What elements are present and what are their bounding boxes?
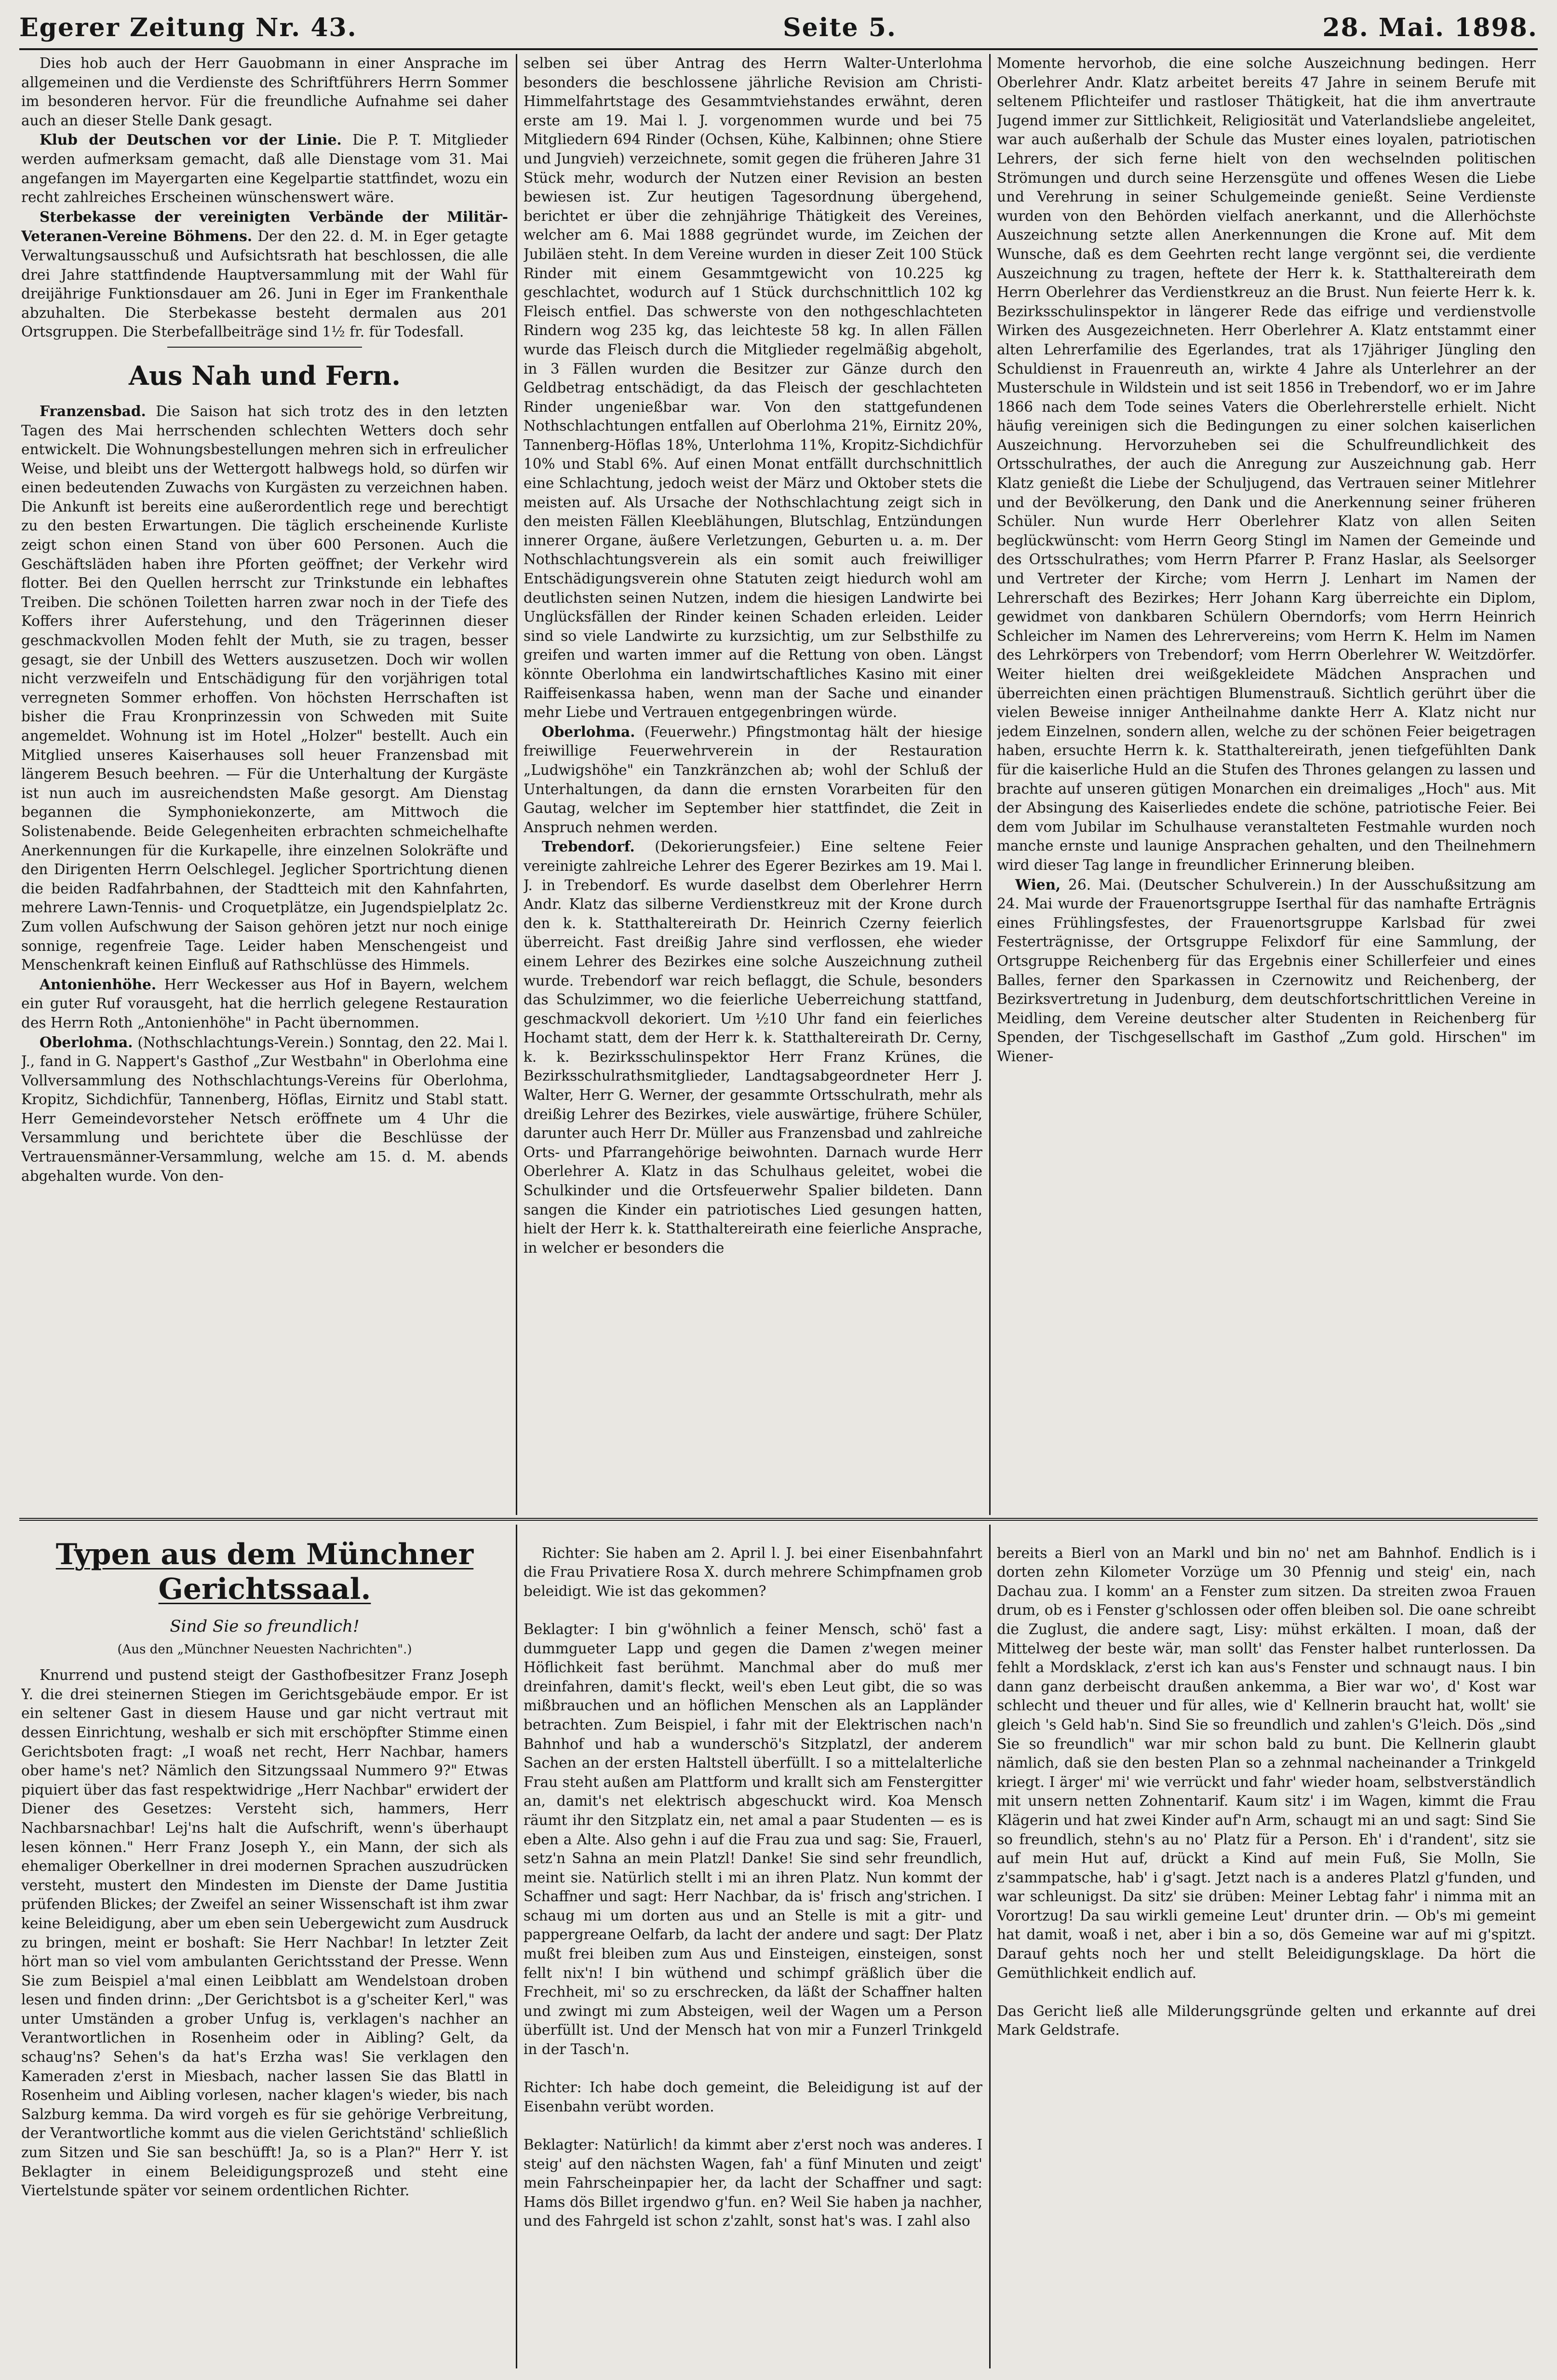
article-continuation: Momente hervorhob, die eine solche Auszeichnung bedingen. Herr Oberlehrer Andr. Klatz arbeitet bereits 47 Jahre in seinem Berufe mit seltenem Pflichteifer und rastloser Thätigkeit, hat die ihm anvertraute Jugend immer zur Sittlichkeit, Religiosität und Vaterlandsliebe angeleitet, war auch außerhalb der Schule das Muster eines loyalen, patriotischen Lehrers, der sich ferne hielt von den wechselnden politischen Strömungen und durch seine Herzensgüte und offenes Wesen die Liebe und Verehrung in seiner Schulgemeinde genießt. Seine Verdienste wurden von den Behörden vielfach anerkannt, und die Allerhöchste Auszeichnung setzte allen Anerkennungen die Krone auf. Mit dem Wunsche, daß es dem Geehrten recht lange vergönnt sei, die verdiente Auszeichnung zu tragen, heftete der Herr k. k. Statthaltereirath dem Herrn Oberlehrer das Verdienstkreuz an die Brust. Nun feierte Herr k. k. Bezirksschulinspektor in längerer Rede das eifrige und verdienstvolle Wirken des Ausgezeichneten. Herr Oberlehrer A. Klatz entstammt einer alten Lehrerfamilie des Egerlandes, trat als 17jähriger Jüngling den Schuldienst in Frauenreuth an, wirkte 4 Jahre als Unterlehrer an der Musterschule in Wildstein und ist seit 1856 in Trebendorf, wo er im Jahre 1866 nach dem Tode seines Vaters die Oberlehrerstelle erhielt. Nicht häufig vereinigen sich die Bedingungen zu einer solchen kaiserlichen Auszeichnung. Hervorzuheben sei die Schulfreundlichkeit des Ortsschulrathes, der auch die Anregung zur Auszeichnung gab. Herr Klatz genießt die Liebe der Schuljugend, das Vertrauen seiner Mitlehrer und der Bevölkerung, den Dank und die Anerkennung seiner früheren Schüler. Nun wurde Herr Oberlehrer Klatz von allen Seiten beglückwünscht: vom Herrn Georg Stingl im Namen der Gemeinde und des Ortsschulrathes; vom Herrn Pfarrer P. Franz Haslar, als Seelsorger und Vertreter der Kirche; vom Herrn J. Lenhart im Namen der Lehrerschaft des Bezirkes; Herr Johann Karg überreichte ein Diplom, gewidmet von dankbaren Schülern Oberndorfs; vom Herrn Heinrich Schleicher im Namen des Lehrervereins; vom Herrn K. Helm im Namen des Lehrkörpers von Trebendorf; vom Herrn Oberlehrer W. Weitzdörfer. Weiter hielten drei weißgekleidete Mädchen Ansprachen und überreichten einen prächtigen Blumenstrauß. Sichtlich gerührt über die vielen Beweise inniger Antheilnahme dankte Herr A. Klatz nicht nur jedem Einzelnen, sondern allen, welche zu der schönen Feier beigetragen haben, ersuchte Herrn k. k. Statthaltereirath, jenen tiefgefühlten Dank für die kaiserliche Huld an die Stufen des Thrones gelangen zu lassen und brachte auf unseren gütigen Monarchen ein dreimaliges „Hoch" aus. Mit der Absingung des Kaiserliedes endete die schöne, patriotische Feier. Bei dem vom Jubilar im Schulhause veranstalteten Festmahle wurden noch manche ernste und launige Ansprachen gehalten, und den Theilnehmern wird dieser Tag lange in freundlicher Erinnerung bleiben. (997, 55, 1536, 873)
article-klub: Klub der Deutschen vor der Linie. Die P. T. Mitglieder werden aufmerksam gemacht, daß alle Dienstage vom 31. Mai angefangen im Mayergarten eine Kegelpartie stattfindet, wozu ein recht zahlreiches Erscheinen wünschenswert wäre. (21, 131, 508, 206)
article-lead: Oberlohma. (542, 723, 635, 740)
masthead (19, 11, 1538, 44)
column-1 (21, 54, 508, 1515)
article-lead: Klub der Deutschen vor der Linie. (40, 131, 342, 149)
article-continuation: selben sei über Antrag des Herrn Walter-Unterlohma besonders die beschlossene jährliche Revision am Christi-Himmelfahrtstage des Gesammtviehstandes erwähnt, deren erste am 19. Mai l. J. vorgenommen wurde und bei 75 Mitgliedern 694 Rinder (Ochsen, Kühe, Kalbinnen; ohne Stiere und Jungvieh) verzeichnete, somit gegen die früheren Jahre 31 Stück mehr, wodurch der Nutzen einer Revision an besten bewiesen ist. Zur heutigen Tagesordnung übergehend, berichtet er über die zehnjährige Thätigkeit des Vereines, welcher am 6. Mai 1888 gegründet wurde, im Zeichen der Jubiläen steht. In dem Vereine wurden in dieser Zeit 100 Stück Rinder mit einem Gesammtgewicht von 10.225 kg geschlachtet, wodurch auf 1 Stück durchschnittlich 102 kg Fleisch entfiel. Das schwerste von den nothgeschlachteten Rindern wog 235 kg, das leichteste 58 kg. In allen Fällen wurde das Fleisch durch die Mitglieder regelmäßig abgeholt, in 3 Fällen wurden die Besitzer zur Gänze durch den Geldbetrag entschädigt, da das Fleisch der geschlachteten Rinder ungenießbar war. Von den stattgefundenen Nothschlachtungen entfallen auf Oberlohma 21%, Eirnitz 20%, Tannenberg-Höflas 18%, Unterlohma 11%, Kropitz-Sichdichfür 10% und Stabl 6%. Auf einen Monat entfällt durchschnittlich eine Schlachtung, jedoch weist der März und Oktober stets die meisten auf. Als Ursache der Nothschlachtung zeigt sich in den meisten Fällen Kleeblähungen, Blutschlag, Entzündungen innerer Organe, äußere Verletzungen, Geburten u. a. m. Der Nothschlachtungsverein als ein somit auch freiwilliger Entschädigungsverein ohne Statuten zeigt hiedurch wohl am deutlichsten seinen Nutzen, indem die hiesigen Landwirte bei Unglücksfällen der Rinder keinen Schaden erleiden. Leider sind so viele Landwirte zu kurzsichtig, um zur Selbsthilfe zu greifen und warten immer auf die Rettung von oben. Längst könnte Oberlohma ein landwirtschaftliches Kasino mit einer Raiffeisenkassa haben, wenn man der Sache und einander mehr Liebe und Vertrauen entgegenbringen würde. (523, 55, 982, 721)
feuilleton-column-3 (997, 1525, 1536, 2368)
section-heading: Aus Nah und Fern. (128, 360, 401, 391)
issue-date: 28. Mai. 1898. (1322, 13, 1538, 42)
article-lead: Antonienhöhe. (40, 975, 157, 993)
article-lead: Sterbekasse der vereinigten Verbände der Militär-Veteranen-Vereine Böhmens. (21, 208, 508, 245)
article-oberlohma-feuerwehr: Oberlohma. (Feuerwehr.) Pfingstmontag hält der hiesige freiwillige Feuerwehrverein in der Restauration „Ludwigshöhe" ein Tanzkränzchen ab; wohl der Schluß der Unterhaltungen, da dann die ernsten Vorarbeiten für den Gautag, welcher im September hier stattfindet, die Zeit in Anspruch nehmen werden. (523, 723, 982, 836)
article-antonienhoehe: Antonienhöhe. Herr Weckesser aus Hof in Bayern, welchem ein guter Ruf vorausgeht, hat die herrlich gelegene Restauration des Herrn Roth „Antonienhöhe" in Pacht übernommen. (21, 975, 508, 1031)
feuilleton-column-1 (21, 1525, 508, 2368)
column-2 (523, 54, 982, 1515)
article-trebendorf: Trebendorf. (Dekorierungsfeier.) Eine seltene Feier vereinigte zahlreiche Lehrer des Egerer Bezirkes am 19. Mai l. J. in Trebendorf. Es wurde daselbst dem Oberlehrer Herrn Andr. Klatz das silberne Verdienstkreuz mit der Krone durch den k. k. Statthaltereirath Dr. Heinrich Czerny feierlich überreicht. Fast dreißig Jahre sind verflossen, ehe wieder einem Lehrer des Bezirkes eine solche Auszeichnung zutheil wurde. Trebendorf war reich beflaggt, die Schule, besonders das Schulzimmer, wo die feierliche Ueberreichung stattfand, geschmackvoll dekoriert. Um ½10 Uhr fand ein feierliches Hochamt statt, dem der Herr k. k. Statthaltereirath Dr. Cerny, k. k. Bezirksschulinspektor Herr Franz Krünes, die Bezirksschulrathsmitglieder, Landtagsabgeordneter Herr J. Walter, Herr G. Werner, der gesammte Ortsschulrath, mehr als dreißig Lehrer des Bezirkes, viele auswärtige, frühere Schüler, darunter auch Herr Dr. Müller aus Franzensbad und zahlreiche Orts- und Pfarrangehörige beiwohnten. Darnach wurde Herr Oberlehrer A. Klatz in das Schulhaus geleitet, wobei die Schulkinder und die Ortsfeuerwehr Spalier bildeten. Dann sangen die Kinder ein patriotisches Lied gesungen hatten, hielt der Herr k. k. Statthaltereirath eine feierliche Ansprache, in welcher er besonders die (523, 838, 982, 1256)
feuilleton-text: Knurrend und pustend steigt der Gasthofbesitzer Franz Joseph Y. die drei steinernen Stiegen im Gerichtsgebäude empor. Er ist ein seltener Gast in diesem Hause und gar nicht vertraut mit dessen Einrichtung, weshalb er sich mit erschöpfter Stimme einen Gerichtsboten fragt: „I woaß net recht, Herr Nachbar, hamers ober hame's net? Nämlich den Sitzungssaal Nummero 9?" Etwas piquiert über das fast respektwidrige „Herr Nachbar" erwidert der Diener des Gesetzes: Versteht sich, hammers, Herr Nachbarsnachbar! Lej'ns halt die Aufschrift, wenn's überhaupt lesen können." Herr Franz Joseph Y., ein Mann, der sich als ehemaliger Oberkellner in drei modernen Sprachen auszudrücken versteht, mustert den Mindesten im Dienste der Dame Justitia prüfenden Blickes; der Zweifel an seiner Wissenschaft ist ihm zwar keine Beleidigung, aber um eben sein Uebergewicht zum Ausdruck zu bringen, meint er boshaft: Sie Herr Nachbar! In letzter Zeit hört man so viel vom ambulanten Gerichtsstand der Presse. Wenn Sie zum Beispiel a'mal einen Leibblatt am Wendelstoan droben lesen und finden drinn: „Der Gerichtsbot is a g'scheiter Kerl," was unter Umständen a grober Unfug is, verklagen's nachher an Verantwortlichen in Rosenheim oder in Aibling? Gelt, da schaug'ns? Sehen's da hat's Erzha was! Sie verklagen den Kameraden z'erst in Miesbach, nacher lassen Sie das Blattl in Rosenheim und Aibling vorlesen, nacher klagen's wieder, bis nach Salzburg kemma. Da wird vorgeh es für sie gehörige Verbreitung, der Verantwortliche kommt aus die vielen Gerichtständ' schließlich zum Sitzen und Sie san beschüfft! Ja, so is a Plan?" Herr Y. ist Beklagter in einem Beleidigungsprozeß und steht eine Viertelstunde später vor seinem ordentlichen Richter. (21, 1667, 508, 2199)
feuilleton-rule (19, 1518, 1538, 1521)
feuilleton-heading: Typen aus dem Münchner Gerichtssaal. (55, 1538, 474, 1606)
column-3 (997, 54, 1536, 1515)
article-oberlohma-verein: Oberlohma. (Nothschlachtungs-Verein.) Sonntag, den 22. Mai l. J., fand in G. Nappert's Gasthof „Zur Westbahn" in Oberlohma eine Vollversammlung des Nothschlachtungs-Vereins für Oberlohma, Kropitz, Sichdichfür, Tannenberg, Höflas, Eirnitz und Stabl statt. Herr Gemeindevorsteher Netsch eröffnete um 4 Uhr die Versammlung und berichtete über die Beschlüsse der Vertrauensmänner-Versammlung, welche am 15. d. M. abends abgehalten wurde. Von den- (21, 1033, 508, 1184)
article-wien: Wien, 26. Mai. (Deutscher Schulverein.) In der Ausschußsitzung am 24. Mai wurde der Frauenortsgruppe Iserthal für das namhafte Erträgnis eines Frühlingsfestes, der Frauenortsgruppe Karlsbad für zwei Festerträgnisse, der Ortsgruppe Felixdorf für eine Sammlung, der Ortsgruppe Reichenberg für das Ergebnis einer Schillerfeier und eines Balles, ferner den Sparkassen in Czernowitz und Reichenberg, der Bezirksvertretung in Judenburg, dem deutschfortschrittlichen Vereine in Meidling, dem Vereine deutscher alter Studenten in Reichenberg für Spenden, der Tischgesellschaft im Gasthof „Zum gold. Hirschen" im Wiener- (997, 876, 1536, 1065)
column-rule-3 (516, 1525, 517, 2368)
page-number: Seite 5. (783, 13, 897, 42)
article-gauobmann: Dies hob auch der Herr Gauobmann in einer Ansprache im allgemeinen und die Verdienste des Schriftführers Herrn Sommer im besonderen hervor. Für die freundliche Aufnahme sei daher auch an dieser Stelle Dank gesagt. (21, 55, 508, 129)
feuilleton-text: bereits a Bierl von an Markl und bin no' net am Bahnhof. Endlich is i dorten zehn Kilometer Vorzüge um 30 Pfennig und steig' ein, nach Dachau zua. I komm' an a Fenster zum sitzen. Da streiten zwoa Frauen drum, ob es i Fenster g'schlossen oder offen bleiben sol. Die oane schreibt die Zuglust, die andere sagt, Lisy: mühst erkälten. I moan, daß der Mittelweg der beste wär, man sollt' das Fenster halbet runterlossen. Da fehlt a Mordsklack, z'erst ich kan aus's Fenster und schnaugt naus. I bin dann ganz derbeischt draußen ankemma, a Bier war wo', d' Kost war schlecht und theuer und für alles, wie d' Kellnerin braucht hat, wollt' sie gleich 's Geld hab'n. Sind Sie so freundlich und zahlen's G'leich. Dös „sind Sie so freundlich" war mir schon bald zu bunt. Die Kellnerin glaubt nämlich, daß sie den besten Plan so a zehnmal nacheinander a Trinkgeld kriegt. I ärger' mi' wie verrückt und fahr' wieder hoam, selbstverständlich mit unsern netten Zohnentarif. Kaum sitz' i im Wagen, kimmt die Frau Klägerin und hat zwei Kinder auf'n Arm, schaugt mi an und sagt: Sind Sie so freundlich, stehn's au no' Platz für a Person. Eh' i d'randent', sitz sie auf mein Hut auf, drückt a Kind auf mein Fuß, Sie Molln, Sie z'sammpatsche, hab' i g'sagt. Jetzt nach is a anderes Platzl g'funden, und war schleunigst. Da sitz' sie drüben: Meiner Lebtag fahr' i nimma mit an Vorortzug! Da sau wirkli gemeine Leut' drunter drin. — Ob's mi gemeint hat damit, woaß i net, aber i bin a so, dös Gemeine war auf mi g'spitzt. Darauf gehts noch her und stellt Beleidigungsklage. Da hört die Gemüthlichkeit endlich auf. Das Gericht ließ alle Milderungsgründe gelten und erkannte auf drei Mark Geldstrafe. (997, 1544, 1536, 2039)
article-lead: Oberlohma. (40, 1033, 133, 1051)
header-rule (19, 48, 1538, 50)
article-franzensbad: Franzensbad. Die Saison hat sich trotz des in den letzten Tagen des Mai herrschenden schlechten Wetters doch sehr entwickelt. Die Wohnungsbestellungen mehren sich in erfreulicher Weise, und bleibt uns der Wettergott halbwegs hold, so dürfen wir einen bedeutenden Zuwachs von Kurgästen zu verzeichnen haben. Die Ankunft ist bereits eine außerordentlich rege und berechtigt zu den besten Erwartungen. Die täglich erscheinende Kurliste zeigt schon einen Stand von über 600 Personen. Auch die Geschäftsläden haben ihre Pforten geöffnet; der Verkehr wird flotter. Bei den Quellen herrscht zur Trinkstunde ein lebhaftes Treiben. Die schönen Toiletten harren zwar noch in der Tiefe des Koffers ihrer Auferstehung, und den Trägerinnen dieser geschmackvollen Moden fehlt der Muth, sie zu tragen, besser gesagt, sie der Unbill des Wetters auszusetzen. Doch wir wollen nicht verzweifeln und Entschädigung für den vorjährigen total verregneten Sommer erhoffen. Von höchsten Herrschaften ist bisher die Frau Kronprinzessin von Schweden mit Suite angemeldet. Wohnung ist im Hotel „Holzer" bestellt. Auch ein Mitglied unseres Kaiserhauses soll heuer Franzensbad mit längerem Besuch beehren. — Für die Unterhaltung der Kurgäste ist nun auch im ausreichendsten Maße gesorgt. Am Dienstag begannen die Symphoniekonzerte, am Mittwoch die Solistenabende. Beide Gelegenheiten erbrachten schmeichelhafte Anerkennungen für die Kurkapelle, ihre einzelnen Solokräfte und den Dirigenten Herrn Oelschlegel. Jeglicher Sportrichtung dienen die beiden Radfahrbahnen, der Stadtteich mit den Kahnfahrten, mehrere Lawn-Tennis- und Croquetplätze, ein Jugendspielplatz 2c. Zum vollen Aufschwung der Saison gehören jetzt nur noch einige sonnige, regenfreie Tage. Leider haben Menschengeist und Menschenkraft keinen Einfluß auf Rathschlüsse des Himmels. (21, 402, 508, 974)
separator (167, 347, 362, 348)
feuilleton-source: (Aus den „Münchner Neuesten Nachrichten".) (117, 1642, 412, 1657)
feuilleton-text: Richter: Sie haben am 2. April l. J. bei einer Eisenbahnfahrt die Frau Privatiere Rosa X. durch mehrere Schimpfnamen grob beleidigt. Wie ist das gekommen? Beklagter: I bin g'wöhnlich a feiner Mensch, schö' fast a dummgueter Lapp und gegen die Damen z'wegen meiner Höflichkeit fast berühmt. Manchmal aber do muß mer dreinfahren, damit's fleckt, weil's eben Leut gibt, die so was mißbrauchen und an höflichen Menschen als an Lappländer betrachten. Zum Beispiel, i fahr mit der Elektrischen nach'n Bahnhof und hab a wunderschö's Sitzplatzl, der anderem Sachen an der ersten Haltstell überfüllt. I so a mittelalterliche Frau steht außen am Plattform und krallt sich am Fenstergitter an, damit's net elektrisch abgeschuckt wird. Koa Mensch räumt ihr den Sitzplatz ein, net amal a paar Studenten — es is eben a Alte. Also gehn i auf die Frau zua und sag: Sie, Frauerl, setz'n Sahna an mein Platzl! Danke! Sie sind sehr freundlich, meint sie. Natürlich stellt i mi an ihren Platz. Nun kommt der Schaffner und sagt: Herr Nachbar, da is' frisch ang'strichen. I schaug mi um dorten aus und an Stelle is mit a gitr- und pappergreane Oelfarb, da lacht der andere und sagt: Der Platz mußt frei bleiben zum Aus und Einsteigen, einsteigen, sonst fellt nix'n! I bin wüthend und schimpf gräßlich über die Frechheit, mi' so zu erschrecken, da läßt der Schaffner halten und zwingt mi zum Absteigen, weil der Wagen um a Person überfüllt ist. Und der Mensch hat von mir a Funzerl Trinkgeld in der Tasch'n. Richter: Ich habe doch gemeint, die Beleidigung ist auf der Eisenbahn verübt worden. Beklagter: Natürlich! da kimmt aber z'erst noch was anderes. I steig' auf den nächsten Wagen, fah' a fünf Minuten und zeigt' mein Fahrscheinpapier her, da lacht der Schaffner und sagt: Hams dös Billet irgendwo g'fun. en? Weil Sie haben ja nachher, und des Fahrgeld ist schon z'zahlt, sonst hat's was. I zahl also (523, 1544, 982, 2230)
feuilleton-subheading: Sind Sie so freundlich! (170, 1617, 360, 1636)
feuilleton-column-2 (523, 1525, 982, 2368)
column-rule-4 (989, 1525, 991, 2368)
article-lead: Wien, (1015, 876, 1061, 893)
column-rule-2 (989, 54, 991, 1515)
article-lead: Trebendorf. (542, 838, 635, 855)
column-rule-1 (516, 54, 517, 1515)
masthead-title: Egerer Zeitung Nr. 43. (19, 13, 357, 42)
article-sterbekasse: Sterbekasse der vereinigten Verbände der Militär-Veteranen-Vereine Böhmens. Der den 22. d. M. in Eger getagte Verwaltungsausschuß und Aufsichtsrath hat beschlossen, die alle drei Jahre stattfindende Hauptversammlung mit der Wahl für dreijährige Funktionsdauer am 26. Juni in Eger im Frankenthale abzuhalten. Die Sterbekasse besteht dermalen aus 201 Ortsgruppen. Die Sterbefallbeiträge sind 1½ fr. für Todesfall. (21, 208, 508, 340)
article-lead: Franzensbad. (40, 402, 146, 419)
